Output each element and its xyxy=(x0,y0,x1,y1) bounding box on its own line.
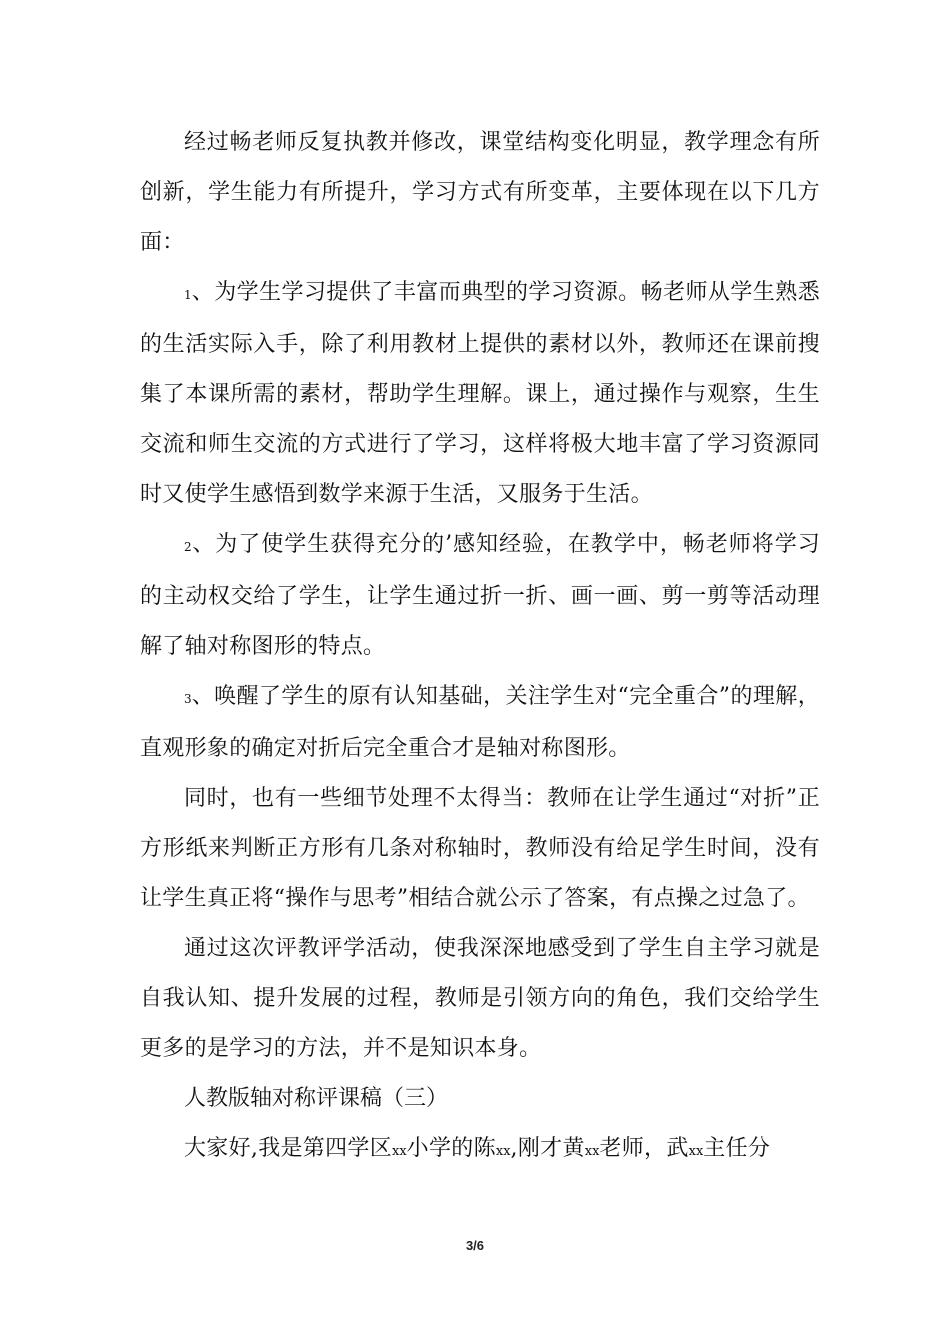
text-run: ,刚才黄 xyxy=(510,1136,585,1161)
paragraph-conclusion: 通过这次评教评学活动，使我深深地感受到了学生自主学习就是自我认知、提升发展的过程，教师是引领方向的角色，我们交给学生更多的是学习的方法，并不是知识本身。 xyxy=(140,936,820,1061)
paragraph-point-2 xyxy=(140,520,820,672)
placeholder-name: xx xyxy=(688,1144,704,1159)
list-number: 2 xyxy=(184,540,192,554)
paragraph-text: 、为了使学生获得充分的’感知经验，在教学中，畅老师将学习的主动权交给了学生，让学生通过折一折、画一画、剪一剪等活动理解了轴对称图形的特点。 xyxy=(140,532,820,659)
paragraph-next-intro xyxy=(140,1124,820,1177)
placeholder-name: xx xyxy=(495,1144,511,1159)
paragraph-point-1 xyxy=(140,268,820,520)
section-heading: 人教版轴对称评课稿（三） xyxy=(184,1086,449,1111)
paragraph-point-3 xyxy=(140,672,820,774)
text-run: 主任分 xyxy=(703,1136,771,1161)
paragraph-text: 、为学生学习提供了丰富而典型的学习资源。畅老师从学生熟悉的生活实际入手，除了利用教材上提供的素材以外，教师还在课前搜集了本课所需的素材，帮助学生理解。课上，通过操作与观察，生生交流和师生交流的方式进行了学习，这样将极大地丰富了学习资源同时又使学生感悟到数学来源于生活，又服务于生活。 xyxy=(140,280,820,507)
list-number: 1 xyxy=(184,288,192,302)
text-run: 大家好,我是第四学区 xyxy=(184,1136,392,1161)
paragraph-critique: 同时，也有一些细节处理不太得当：教师在让学生通过“对折”正方形纸来判断正方形有几条对称轴时，教师没有给足学生时间，没有让学生真正将“操作与思考”相结合就公示了答案，有点操之过急了。 xyxy=(140,786,820,911)
paragraph-intro: 经过畅老师反复执教并修改，课堂结构变化明显，教学理念有所创新，学生能力有所提升，学习方式有所变革，主要体现在以下几方面： xyxy=(140,130,820,255)
page-number: 3/6 xyxy=(465,1238,485,1253)
placeholder-name: xx xyxy=(584,1144,600,1159)
document-body xyxy=(140,118,820,1177)
text-run: 老师，武 xyxy=(599,1136,689,1161)
list-number: 3 xyxy=(184,692,192,706)
placeholder-name: xx xyxy=(392,1144,407,1159)
paragraph-text: 、唤醒了学生的原有认知基础，关注学生对“完全重合”的理解，直观形象的确定对折后完全重合才是轴对称图形。 xyxy=(140,684,820,761)
text-run: 小学的陈 xyxy=(406,1136,496,1161)
